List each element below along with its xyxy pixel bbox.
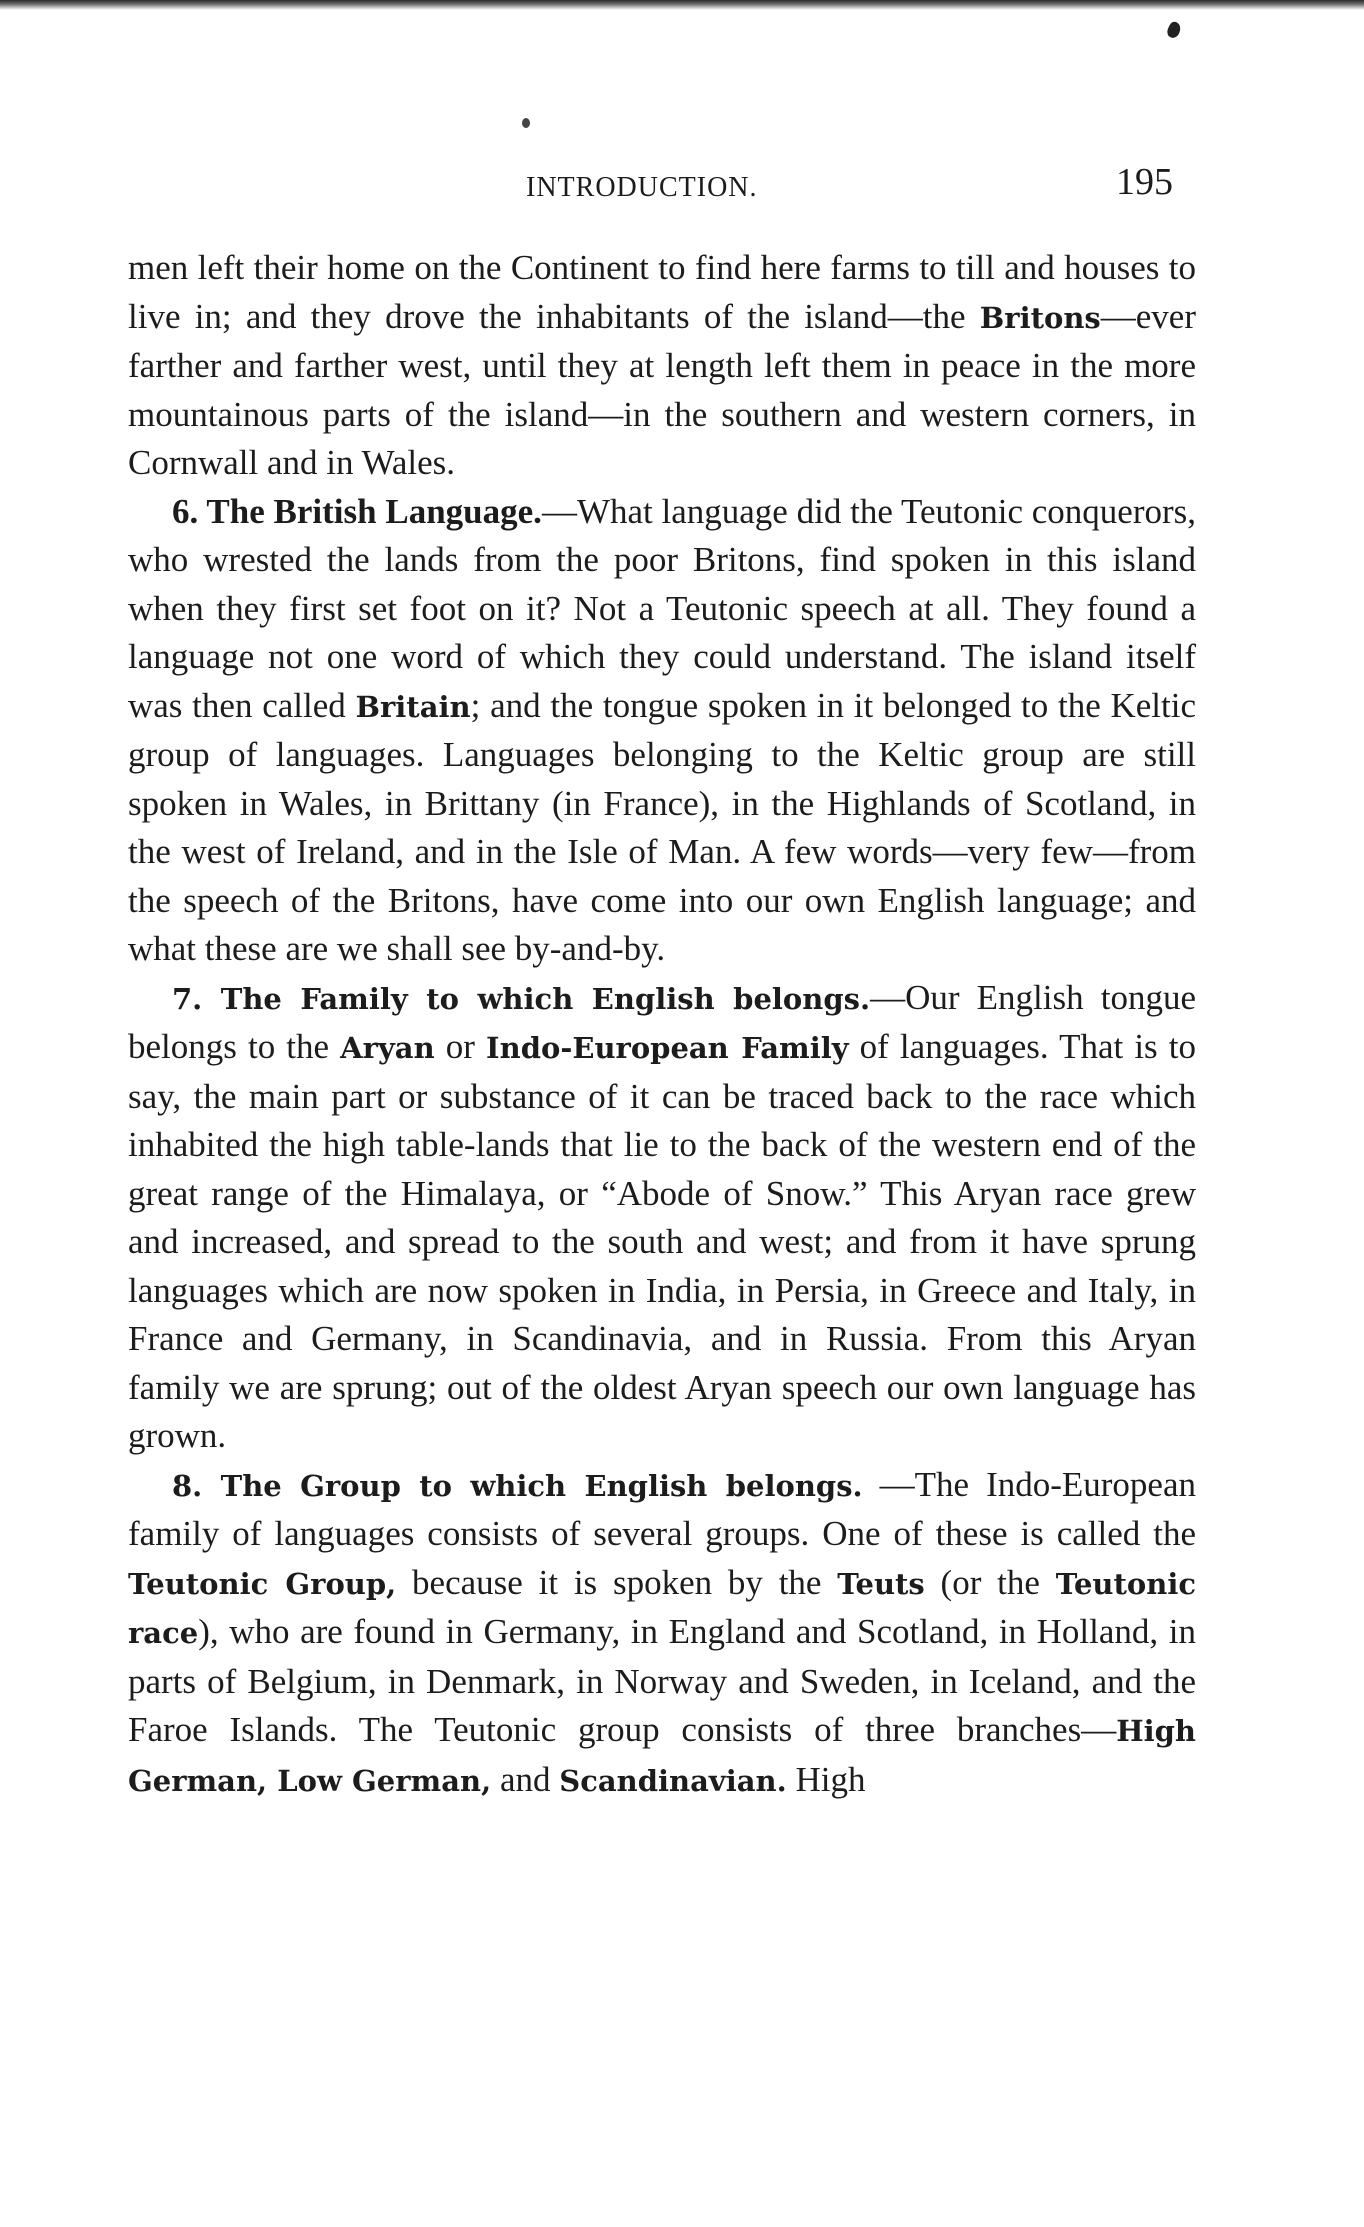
paragraph-text: because it is spoken by the	[396, 1562, 838, 1602]
paragraph-text: ), who are found in Germany, in England and Scotland, in Holland, in parts of Belgium, in Denmark, in Norway and Sweden, in Iceland, and the Faroe Islands. The Teutonic group consists of three branches—	[128, 1612, 1196, 1749]
paragraph-text: —ever farther and farther west, until they at length left them in peace in the more mountainous parts of the island—in the southern and western corners, in Cornwall and in Wales.	[128, 296, 1196, 482]
ink-blot-mark	[1165, 20, 1183, 40]
paragraph-text: High	[786, 1759, 866, 1799]
paragraph-text: ; and the tongue spoken in it belonged to the Keltic group of languages. Languages belonging to the Keltic group are still spoken in Wales, in Brittany (in France), in the Highlands of Scotland, in the west of Ireland, and in the Isle of Man. A few words—very few—from the speech of the Britons, have come into our own English language; and what these are we shall see by-and-by.	[128, 685, 1196, 968]
section-heading: 8. The Group to which English belongs.	[172, 1468, 863, 1503]
paragraph-text: —The Indo-European family of languages consists of several groups. One of these is called the	[128, 1464, 1196, 1553]
bold-term: High German, Low German,	[128, 1714, 1196, 1798]
paragraph-group-of-english	[128, 1461, 1196, 1806]
paragraph-text: or	[434, 1027, 487, 1066]
ink-speck-mark	[522, 118, 530, 128]
paragraph-british-language	[128, 488, 1196, 974]
bold-term: Aryan	[340, 1031, 435, 1065]
paragraph-family-of-english	[128, 974, 1196, 1461]
running-head: INTRODUCTION.	[526, 172, 758, 203]
paragraph-continuation	[128, 244, 1196, 488]
paragraph-text: (or the	[924, 1562, 1056, 1602]
bold-term: Teutonic race	[128, 1566, 1196, 1650]
bold-term: Scandinavian.	[559, 1763, 787, 1798]
bold-term: Indo-European Family	[486, 1031, 849, 1065]
page-number: 195	[1116, 161, 1173, 203]
bold-term: Britons	[979, 300, 1101, 335]
scan-top-edge	[0, 0, 1364, 10]
bold-term: Teuts	[837, 1566, 925, 1601]
paragraph-text: —What language did the Teutonic conquerors, who wrested the lands from the poor Britons, find spoken in this island when they first set foot on it? Not a Teutonic speech at all. They found a language not one word of which they could understand. The island itself was then called	[128, 491, 1196, 725]
paragraph-text: and	[491, 1759, 560, 1799]
section-heading: 7. The Family to which English belongs.	[172, 981, 871, 1016]
page-header	[0, 160, 1364, 210]
bold-term: Britain	[355, 689, 471, 724]
paragraph-text: men left their home on the Continent to find here farms to till and houses to live in; and they drove the inhabitants of the island—the	[128, 248, 1196, 336]
paragraph-text: of languages. That is to say, the main part or substance of it can be traced back to the race which inhabited the high table-lands that lie to the back of the western end of the great range of the Himalaya, or “Abode of Snow.” This Aryan race grew and increased, and spread to the south and west; and from it have sprung languages which are now spoken in India, in Persia, in Greece and Italy, in France and Germany, in Scandinavia, and in Russia. From this Aryan family we are sprung; out of the oldest Aryan speech our own language has grown.	[128, 1027, 1196, 1455]
bold-term: Teutonic Group,	[128, 1566, 397, 1601]
paragraph-text: —Our English tongue belongs to the	[128, 977, 1196, 1066]
body-text	[128, 244, 1196, 1805]
section-heading: 6. The British Language.	[172, 491, 542, 531]
